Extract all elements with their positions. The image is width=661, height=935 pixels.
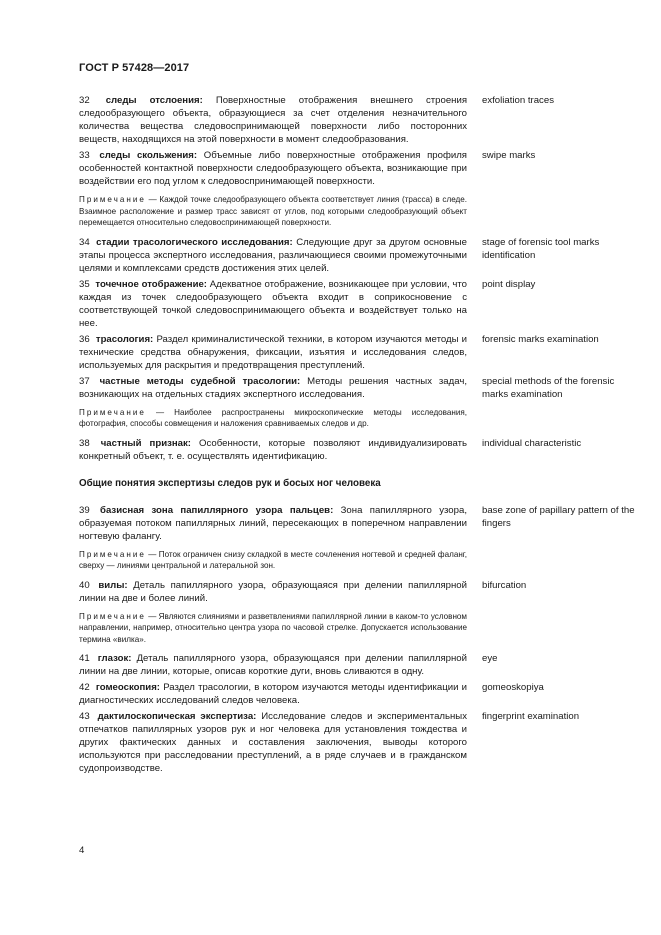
term-name: стадии трасологического исследования: (96, 236, 293, 248)
term-name: частный признак: (100, 437, 191, 449)
term-english: individual characteristic (482, 437, 582, 449)
note-37 (79, 407, 467, 430)
term-definition (79, 333, 467, 372)
term-def: Исследование следов и экспериментальных отпечатков папиллярных узоров рук и ног человека для установления тождества и других фактических данных и составления заключения, выводы которого используются при расследовании преступлений, а в ряде случаев и в гражданском судопроизводстве. (79, 711, 467, 774)
note-label: Примечание (79, 549, 146, 559)
term-entry-33 (79, 149, 639, 188)
term-number: 38 (79, 437, 90, 449)
document-body (79, 94, 639, 778)
term-entry-43 (79, 710, 639, 775)
term-name: следы отслоения: (105, 95, 203, 106)
term-entry-37 (79, 375, 639, 401)
term-def: Деталь папиллярного узора, образующаяся при делении папиллярной линии на две и более линий. (79, 579, 467, 604)
term-entry-39 (79, 504, 639, 543)
section-title: Общие понятия экспертизы следов рук и босых ног человека (79, 477, 381, 489)
term-definition (79, 236, 467, 275)
term-name: базисная зона папиллярного узора пальцев: (100, 504, 334, 516)
term-english: bifurcation (482, 579, 527, 591)
term-english: eye (482, 653, 498, 664)
note-text: — Наиболее распространены микроскопические методы исследования, фотография, способы совмещения и наложения сравниваемых следов и др. (79, 407, 468, 428)
term-def: Объемные либо поверхностные отображения профиля особенностей контактной поверхности следообразующего объекта, возникающие при воздействии его под углом к следовоспринимающей поверхности. (79, 150, 467, 187)
term-number: 43 (79, 711, 90, 722)
term-english: stage of forensic tool marks identification (482, 236, 600, 261)
term-entry-34 (79, 236, 639, 275)
term-def: Деталь папиллярного узора, образующаяся при делении папиллярной линии на две линии, которые, описав короткие дуги, вновь сливаются в одну. (79, 653, 467, 677)
term-def: Раздел трасологии, в котором изучаются методы идентификации и диагностических исследований следов человека. (79, 682, 468, 706)
term-name: глазок: (97, 653, 132, 664)
term-definition (79, 149, 467, 188)
note-40 (79, 611, 467, 646)
term-number: 32 (79, 95, 90, 106)
note-39 (79, 549, 467, 572)
term-number: 42 (79, 682, 90, 693)
term-number: 39 (79, 504, 90, 516)
term-def: Адекватное отображение, возникающее при условии, что каждая из точек следообразующего объекта входит в соприкосновение с соответствующей точкой следовоспринимающего объекта и воздействует только на нее. (79, 278, 467, 329)
term-english: base zone of papillary pattern of the fingers (482, 504, 635, 529)
term-definition (79, 278, 467, 330)
term-entry-38 (79, 437, 639, 463)
term-entry-41 (79, 652, 639, 678)
term-entry-40 (79, 579, 639, 605)
term-name: трасология: (95, 333, 154, 345)
page-number: 4 (79, 845, 85, 856)
note-33 (79, 194, 467, 229)
term-english: swipe marks (482, 150, 536, 161)
note-text: — Поток ограничен снизу складкой в месте сочленения ногтевой и средней фаланг, сверху — линиями центральной и латеральной зон. (79, 549, 467, 570)
term-def: Раздел криминалистической техники, в котором изучаются методы и технические средства обнаружения, фиксации, изъятия и исследования следов, используемых для раскрытия и предотвращения преступлений. (79, 333, 468, 371)
term-def: Методы решения частных задач, возникающих на отдельных стадиях экспертного исследования. (79, 375, 467, 400)
term-name: частные методы судебной трасологии: (99, 375, 301, 387)
term-definition (79, 94, 467, 146)
term-number: 37 (79, 375, 90, 387)
term-number: 35 (79, 278, 90, 290)
term-english: special methods of the forensic marks examination (482, 375, 615, 400)
term-name: точечное отображение: (95, 278, 207, 290)
document-header: ГОСТ Р 57428—2017 (79, 62, 190, 74)
term-english: gomeoskopiya (482, 682, 544, 693)
term-definition (79, 710, 467, 775)
term-name: вилы: (98, 579, 128, 591)
term-number: 34 (79, 236, 90, 248)
term-name: гомеоскопия: (95, 682, 160, 693)
note-text: — Являются слияниями и разветвлениями папиллярной линии в каком-то условном направлении, например, относительно центра узора по часовой стрелке. Допускается использование термина «вилка». (79, 611, 467, 644)
term-english: forensic marks examination (482, 333, 599, 345)
term-name: следы скольжения: (99, 150, 198, 161)
term-number: 36 (79, 333, 90, 345)
term-definition (79, 504, 467, 543)
term-number: 33 (79, 150, 90, 161)
term-name: дактилоскопическая экспертиза: (97, 711, 257, 722)
term-english: fingerprint examination (482, 711, 580, 722)
term-entry-36 (79, 333, 639, 372)
term-number: 40 (79, 579, 90, 591)
term-definition (79, 579, 467, 605)
term-entry-32 (79, 94, 639, 146)
term-definition (79, 652, 467, 678)
note-label: Примечание (79, 611, 146, 621)
term-number: 41 (79, 653, 90, 664)
term-english: exfoliation traces (482, 95, 554, 106)
note-text: — Каждой точке следообразующего объекта соответствует линия (трасса) в следе. Взаимное расположение и размер трасс зависят от углов, под которыми следообразующий объект перемещается относительно следовоспринимающей поверхности. (79, 195, 467, 227)
note-label: Примечание (79, 407, 146, 417)
term-def: Зона папиллярного узора, образуемая потоком папиллярных линий, пересекающих в поперечном направлении ногтевую фалангу. (79, 504, 467, 542)
term-def: Поверхностные отображения внешнего строения следообразующего объекта, образующиеся за счет отделения незначительного количества вещества следовоспринимающей поверхности либо посторонних веществ, находящихся на этой поверхности в момент следообразования. (79, 95, 468, 145)
term-english: point display (482, 278, 536, 290)
term-def: Особенности, которые позволяют индивидуализировать конкретный объект, т. е. осуществлять идентификацию. (79, 437, 467, 462)
term-entry-35 (79, 278, 639, 330)
term-definition (79, 437, 467, 463)
note-label: Примечание (79, 195, 146, 204)
term-definition (79, 375, 467, 401)
term-def: Следующие друг за другом основные этапы процесса экспертного исследования, различающиеся своими промежуточными целями и комплексами средств достижения этих целей. (79, 236, 468, 274)
term-definition (79, 681, 467, 707)
term-entry-42 (79, 681, 639, 707)
